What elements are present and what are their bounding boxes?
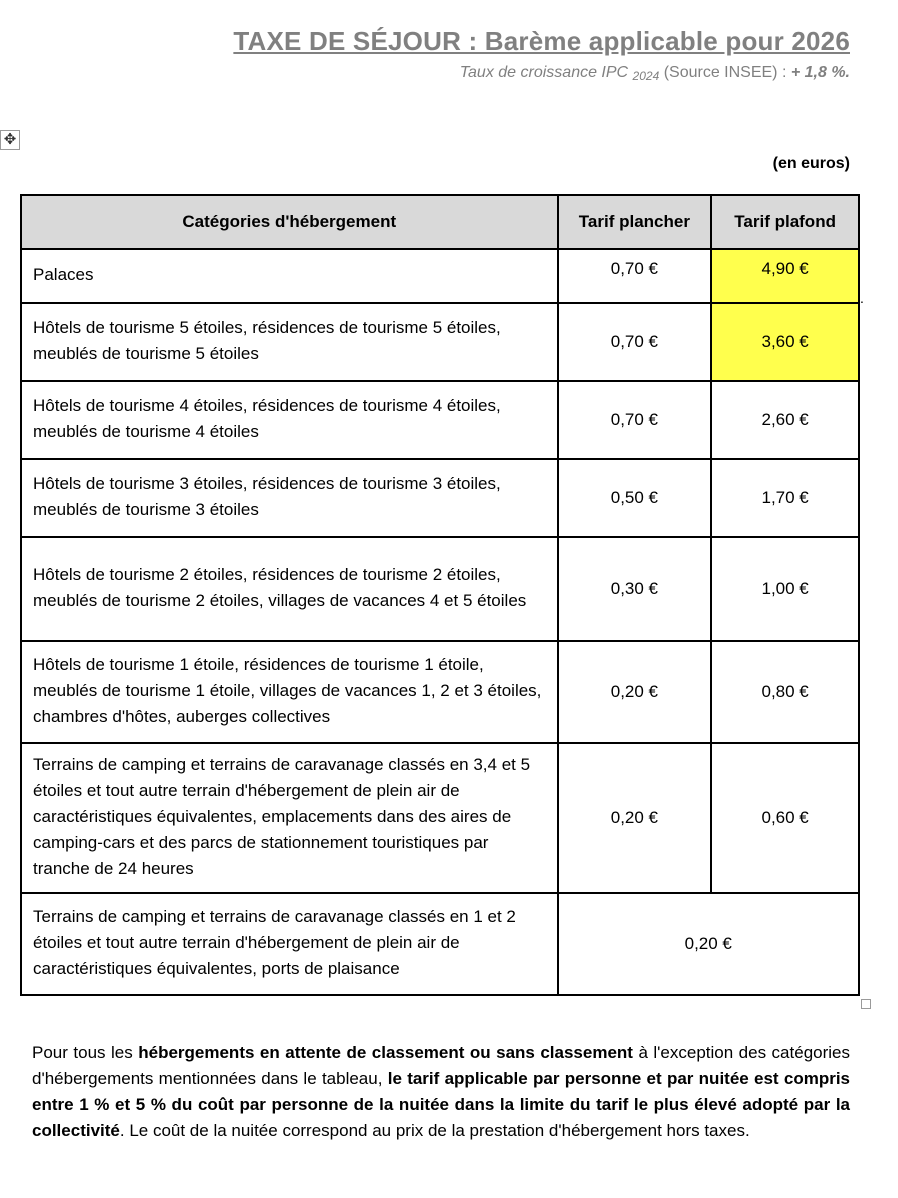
note-paragraph (32, 1040, 850, 1144)
note-bold-text: hébergements en attente de classement ou sans classement (138, 1043, 633, 1062)
table-row (21, 641, 859, 743)
table-row (21, 459, 859, 537)
floor-rate-cell: 0,30 € (558, 537, 712, 641)
floor-rate-cell: 0,70 € (558, 303, 712, 381)
category-cell: Terrains de camping et terrains de caravanage classés en 1 et 2 étoiles et tout autre terrain d'hébergement de plein air de caractéristiques équivalentes, ports de plaisance (21, 893, 558, 995)
subtitle-year: 2024 (632, 69, 660, 83)
tariff-table (20, 194, 860, 996)
table-row (21, 537, 859, 641)
category-cell: Hôtels de tourisme 2 étoiles, résidences de tourisme 2 étoiles, meublés de tourisme 2 étoiles, villages de vacances 4 et 5 étoiles (21, 537, 558, 641)
table-row (21, 303, 859, 381)
floor-rate-cell: 0,70 € (558, 249, 712, 303)
ceiling-rate-cell: 2,60 € (711, 381, 859, 459)
note-text: à l'exception des catégories d'hébergements mentionnées dans le tableau, (32, 1043, 850, 1088)
subtitle-rate: + 1,8 %. (790, 64, 850, 81)
floor-rate-cell: 0,50 € (558, 459, 712, 537)
table-resize-handle-icon[interactable] (861, 999, 871, 1009)
table-row (21, 893, 859, 995)
ceiling-rate-cell: 0,80 € (711, 641, 859, 743)
document-subtitle (460, 64, 850, 83)
header-category: Catégories d'hébergement (21, 195, 558, 249)
note-text: Pour tous les (32, 1043, 139, 1062)
category-cell: Hôtels de tourisme 1 étoile, résidences de tourisme 1 étoile, meublés de tourisme 1 étoile, villages de vacances 1, 2 et 3 étoiles, chambres d'hôtes, auberges collectives (21, 641, 558, 743)
header-floor: Tarif plancher (558, 195, 712, 249)
document-title: TAXE DE SÉJOUR : Barème applicable pour 2026 (233, 26, 850, 56)
category-cell: Hôtels de tourisme 4 étoiles, résidences de tourisme 4 étoiles, meublés de tourisme 4 étoiles (21, 381, 558, 459)
subtitle-prefix: Taux de croissance IPC (459, 64, 633, 81)
subtitle-source: (Source INSEE) : (659, 64, 791, 81)
stray-mark: . (860, 290, 864, 306)
ceiling-rate-cell: 1,70 € (711, 459, 859, 537)
table-row (21, 249, 859, 303)
category-cell: Hôtels de tourisme 3 étoiles, résidences de tourisme 3 étoiles, meublés de tourisme 3 étoiles (21, 459, 558, 537)
floor-rate-cell: 0,70 € (558, 381, 712, 459)
ceiling-rate-cell: 3,60 € (711, 303, 859, 381)
unit-label: (en euros) (772, 155, 850, 172)
note-bold-text: le tarif applicable par personne et par nuitée est compris entre 1 % et 5 % du coût par personne de la nuitée dans la limite du tarif le plus élevé adopté par la collectivité (32, 1069, 851, 1140)
category-cell: Palaces (21, 249, 558, 303)
ceiling-rate-cell: 4,90 € (711, 249, 859, 303)
ceiling-rate-cell: 1,00 € (711, 537, 859, 641)
single-rate-cell: 0,20 € (558, 893, 860, 995)
floor-rate-cell: 0,20 € (558, 641, 712, 743)
table-move-handle-icon[interactable]: ✥ (0, 130, 20, 150)
note-text: . Le coût de la nuitée correspond au prix de la prestation d'hébergement hors taxes. (119, 1121, 750, 1140)
table-row (21, 381, 859, 459)
category-cell: Hôtels de tourisme 5 étoiles, résidences de tourisme 5 étoiles, meublés de tourisme 5 étoiles (21, 303, 558, 381)
table-header-row (21, 195, 859, 249)
table-row (21, 743, 859, 893)
floor-rate-cell: 0,20 € (558, 743, 712, 893)
ceiling-rate-cell: 0,60 € (711, 743, 859, 893)
header-ceiling: Tarif plafond (711, 195, 859, 249)
category-cell: Terrains de camping et terrains de caravanage classés en 3,4 et 5 étoiles et tout autre terrain d'hébergement de plein air de caractéristiques équivalentes, emplacements dans des aires de camping-cars et des parcs de stationnement touristiques par tranche de 24 heures (21, 743, 558, 893)
